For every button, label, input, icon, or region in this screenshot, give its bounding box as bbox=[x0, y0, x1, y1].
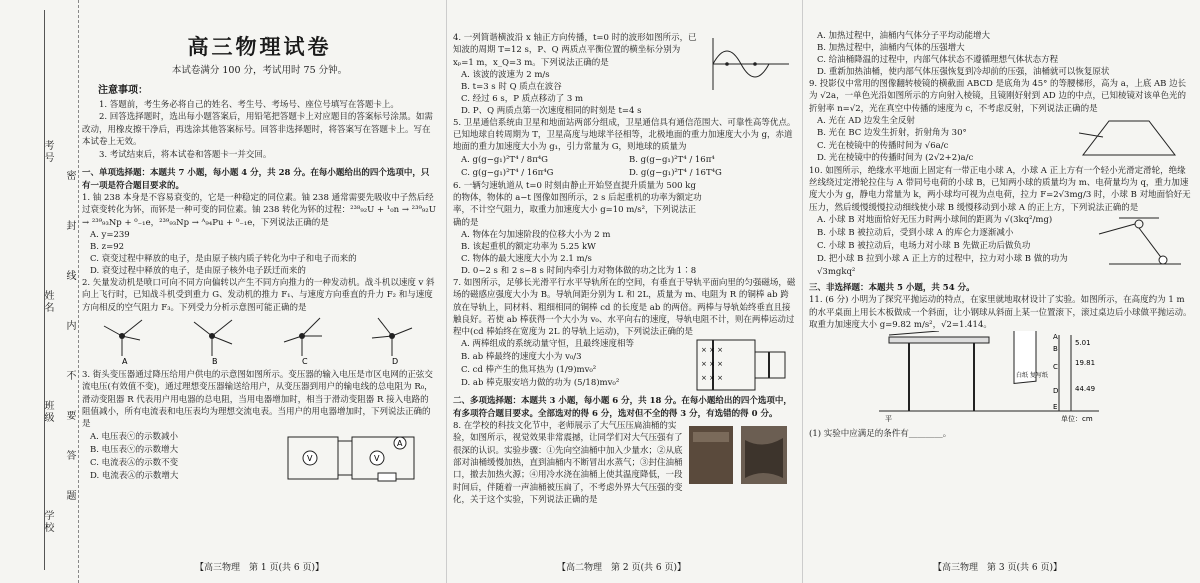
transformer-circuit bbox=[282, 431, 422, 485]
section-heading: 一、单项选择题：本题共 7 小题，每小题 4 分，共 28 分。在每小题给出的四个选项中，只有一项是符合题目要求的。 bbox=[82, 168, 430, 191]
option: C. 小球 B 被拉动后，电场力对小球 B 先做正功后做负功 bbox=[817, 241, 1031, 252]
projectile-setup-diagram bbox=[809, 331, 1189, 423]
svg-text:V: V bbox=[307, 453, 313, 463]
option: A. 两棒组成的系统动量守恒，且最终速度相等 bbox=[461, 339, 635, 350]
option: B. 加热过程中，油桶内气体的压强增大 bbox=[817, 43, 965, 53]
seal-word: 密 bbox=[64, 170, 75, 182]
option: A. 加热过程中，油桶内气体分子平均动能增大 bbox=[817, 31, 991, 41]
seal-word: 不 bbox=[64, 370, 75, 382]
unit-label: 单位：cm bbox=[1061, 415, 1093, 424]
force-diagram-b bbox=[194, 320, 232, 364]
force-diagram-d bbox=[372, 318, 412, 364]
option: A. 光在 AD 边发生全反射 bbox=[817, 115, 915, 126]
floor-label: 平 bbox=[885, 415, 892, 424]
option: A. 电压表ⓥ的示数减小 bbox=[90, 431, 179, 442]
option: B. 小球 B 被拉动后，受到小球 A 的库仑力逐渐减小 bbox=[817, 228, 1014, 239]
option: B. 光在 BC 边发生折射，折射角为 30° bbox=[817, 128, 967, 139]
option: B. z=92 bbox=[90, 242, 125, 252]
option: B. ab 棒最终的速度大小为 v₀/3 bbox=[461, 352, 582, 363]
option: B. t=3 s 时 Q 质点在波谷 bbox=[461, 81, 562, 92]
option: B. g(g−g₁)²T⁴ / 16π⁴ bbox=[629, 154, 715, 165]
option: A. 物体在匀加速阶段的位移大小为 2 m bbox=[461, 229, 611, 240]
page-footer: 【高三物理 第 1 页(共 6 页)】 bbox=[195, 562, 324, 573]
q2-force-diagrams bbox=[82, 314, 432, 364]
seal-word: 内 bbox=[64, 320, 75, 332]
question-5: 5. 卫星通信系统由卫星和地面站两部分组成，卫星通信具有通信范围大、可靠性高等优点。已知地球自转周期为 T，卫星高度与地球半径相等，北极地面的重力加速度大小为 g，赤道地面的重力加速度大小为 g₁，引力常量为 G，则地球的质量为 bbox=[453, 117, 796, 153]
option: C. 物体的最大速度大小为 2.1 m/s bbox=[461, 253, 592, 264]
point-label: A bbox=[1053, 333, 1058, 342]
notice-item: 2. 回答选择题时，选出每小题答案后，用铅笔把答题卡上对应题目的答案标号涂黑。如需改动，用橡皮擦干净后，再选涂其他答案标号。回答非选择题时，将答案写在答题卡上。写在本试卷上无效。 bbox=[82, 112, 433, 148]
option: D. 光在棱镜中的传播时间为 (2√2+2)a/c bbox=[817, 153, 974, 164]
option: D. 衰变过程中释放的电子，是由原子核外电子跃迁而来的 bbox=[90, 266, 306, 276]
option: A. g(g−g₁)²T⁴ / 8π⁴G bbox=[461, 154, 548, 165]
question-11-sub-1: (1) 实验中应满足的条件有________。 bbox=[809, 429, 952, 440]
question-10: 10. 如图所示，绝缘水平地面上固定有一带正电小球 A，小球 A 正上方有一个轻小光滑定滑轮，绝缘丝线绕过定滑轮拉住与 A 带同号电荷的小球 B，已知两小球的质量均为 m、电荷量均为 q，重力加速度大小为 g，静电力常量为 k，两小球均可视为点电荷，拉力 F=2√3mg/3 时，小球 B 对地面恰好无压力，然后缓慢缓慢拉动细线使小球 B 缓慢移动到小球 A 的正上方，下列说法正确的是 bbox=[809, 165, 1191, 213]
svg-text:A: A bbox=[397, 438, 403, 448]
svg-text:× × ×: × × × bbox=[701, 346, 724, 355]
option: C. 电流表Ⓐ的示数不变 bbox=[90, 457, 179, 468]
seal-word: 答 bbox=[64, 450, 75, 462]
option: D. P、Q 两质点第一次速度相同的时刻是 t=4 s bbox=[461, 105, 642, 116]
svg-text:V: V bbox=[374, 453, 380, 463]
option: C. g(g−g₁)²T⁴ / 16π⁴G bbox=[461, 167, 554, 178]
prism-diagram bbox=[1079, 115, 1179, 163]
name-label: 姓名 bbox=[42, 290, 53, 314]
page-footer: 【高二物理 第 2 页(共 6 页)】 bbox=[557, 562, 686, 573]
question-2: 2. 矢量发动机是喷口可向不同方向偏转以产生不同方向推力的一种发动机。战斗机以速度 v 斜向上飞行时，已知战斗机受到重力 G、发动机的推力 F₁、与速度方向垂直的升力 F₂ 和与速度方向相反的空气阻力 F₃。下列受力分析示意图可能正确的是 bbox=[82, 278, 435, 313]
rail-diagram bbox=[693, 338, 789, 392]
notice-title: 注意事项： bbox=[98, 85, 148, 97]
binding-margin bbox=[0, 0, 79, 583]
option: C. 衰变过程中释放的电子，是由原子核内质子转化为中子和电子而来的 bbox=[90, 254, 357, 264]
option: A. 小球 B 对地面恰好无压力时两小球间的距离为 √(3kq²/mg) bbox=[817, 215, 1053, 226]
school-label: 学校 bbox=[42, 510, 53, 534]
page-2 bbox=[446, 0, 796, 583]
notice-item: 1. 答题前，考生务必将自己的姓名、考生号、考场号、座位号填写在答题卡上。 bbox=[99, 99, 399, 110]
option: C. 经过 6 s，P 质点移动了 3 m bbox=[461, 93, 584, 104]
svg-text:× × ×: × × × bbox=[701, 360, 724, 369]
force-diagram-c bbox=[284, 318, 322, 364]
fig-label: B bbox=[212, 356, 218, 364]
wave-graph bbox=[705, 34, 791, 94]
seal-word: 要 bbox=[64, 410, 75, 422]
seal-word: 题 bbox=[64, 490, 75, 502]
fig-label: A bbox=[122, 356, 128, 364]
point-label: D bbox=[1053, 387, 1059, 396]
section-heading: 二、多项选择题：本题共 3 小题，每小题 6 分，共 18 分。在每小题给出的四个选项中，有多项符合题目要求。全部选对的得 6 分，选对但不全的得 3 分，有选错的得 0 分。 bbox=[453, 396, 792, 419]
point-label: C bbox=[1053, 363, 1058, 372]
seal-word: 线 bbox=[64, 270, 75, 282]
option: B. 该起重机的额定功率为 5.25 kW bbox=[461, 241, 596, 252]
option: D. ab 棒克服安培力做的功为 (5/18)mv₀² bbox=[461, 378, 620, 389]
question-1: 1. 铀 238 本身是不容易衰变的，它是一种稳定的同位素。铀 238 通常需要先吸收中子然后经过衰变转化为钚，而钚是一种可变的同位素。铀 238 转化为钚的过程：²³⁸₉₂U + ¹₀n → ²³⁹₉₂U → ²³⁹₉₃Np + ⁰₋₁e，²³⁹₉₃Np → ᴬ₉₄Pu + ⁰₋₁e，下列说法正确的是 bbox=[82, 193, 436, 228]
crushed-barrel-photo bbox=[683, 420, 793, 490]
page-3 bbox=[802, 0, 1192, 583]
option: D. 电流表Ⓐ的示数增大 bbox=[90, 470, 179, 481]
option: D. 重新加热油桶，使内部气体压强恢复到冷却前的压强，油桶就可以恢复原状 bbox=[817, 67, 1110, 77]
question-11: 11. (6 分) 小明为了探究平抛运动的特点，在家里就地取材设计了实验。如图所示，在高度约为 1 m 的水平桌面上用长木板做成一个斜面，让小钢球从斜面上某一位置滚下，滚过桌边后小球做平抛运动。取重力加速度大小 g=9.82 m/s²，√2=1.414。 bbox=[809, 295, 1192, 330]
board-label: 白纸 复写纸 bbox=[1016, 372, 1048, 380]
question-4: 4. 一列简谐横波沿 x 轴正方向传播，t=0 时的波形如图所示，已知波的周期 T=12 s，P、Q 两质点平衡位置的横坐标分别为 xₚ=1 m，x_Q=3 m。下列说法正确的是 bbox=[453, 33, 697, 68]
exam-number-label: 考号 bbox=[42, 140, 53, 164]
fig-label: C bbox=[302, 356, 308, 364]
point-label: E bbox=[1053, 403, 1058, 412]
ruler-reading: 19.81 bbox=[1075, 359, 1096, 368]
option: C. cd 棒产生的焦耳热为 (1/9)mv₀² bbox=[461, 365, 597, 376]
option: A. y=239 bbox=[90, 230, 130, 240]
question-3: 3. 街头变压器通过降压给用户供电的示意图如图所示。变压器的输入电压是市区电网的正弦交流电压(有效值不变)，通过理想变压器输送给用户，从变压器到用户的输电线的总电阻为 R₀，滑动变阻器 R 代表用户用电器的总电阻，当用电器增加时，相当于滑动变阻器 R 接入电路的阻值减小，所有电流表和电压表均为理想交流电表。当用户的用电器增加时，下列说法正确的是 bbox=[82, 370, 433, 430]
exam-title: 高三物理试卷 bbox=[187, 34, 332, 59]
seal-word: 封 bbox=[64, 220, 75, 232]
force-diagram-a bbox=[104, 320, 142, 364]
page-footer: 【高三物理 第 3 页(共 6 页)】 bbox=[933, 562, 1062, 573]
option: A. 该波的波速为 2 m/s bbox=[461, 69, 550, 80]
option: C. 给油桶降温的过程中，内部气体状态不遵循理想气体状态方程 bbox=[817, 55, 1059, 65]
class-label: 班级 bbox=[42, 400, 53, 424]
question-7: 7. 如图所示，足够长光滑平行水平导轨所在的空间，有垂直于导轨平面向里的匀强磁场，磁场的磁感应强度大小为 B。导轨间距分别为 L 和 2L，质量为 m、电阻为 R 的铜棒 ab 跨放在导轨上，同材料、粗细相同的铜棒 cd 的长度是 ab 的两倍。两棒与导轨始终垂直且接触良好。若使 ab 棒获得一个大小为 v₀、水平向右的速度，导轨电阻不计，则在两棒运动过程中(cd 棒始终在宽度为 2L 的导轨上运动)，下列说法正确的是 bbox=[453, 277, 796, 338]
section-heading: 三、非选择题：本题共 5 小题，共 54 分。 bbox=[809, 283, 975, 294]
question-6: 6. 一辆匀速轨道从 t=0 时刻由静止开始竖直提升质量为 500 kg 的物体，物体的 a−t 图像如图所示，2 s 后起重机的功率为额定功率，不计空气阻力，取重力加速度大小 g=10 m/s²，下列说法正确的是 bbox=[453, 180, 702, 228]
page-1 bbox=[82, 0, 437, 583]
option: C. 光在棱镜中的传播时间为 √6a/c bbox=[817, 140, 949, 151]
fig-label: D bbox=[392, 356, 399, 364]
question-9: 9. 投影仪中常用的图像翻转棱镜的横截面 ABCD 是底角为 45° 的等腰梯形，高为 a，上底 AB 边长为 √2a，一单色光沿如图所示的方向射入棱镜，且镜刚好射到 AD 边的中点，已知棱镜对该单色光的折射率 n=√2，光在真空中传播的速度为 c，不考虑反射，下列说法正确的是 bbox=[809, 79, 1187, 114]
pulley-diagram bbox=[1089, 214, 1185, 268]
option: D. 0~2 s 和 2 s~8 s 时间内牵引力对物体做的功之比为 1∶8 bbox=[461, 265, 697, 276]
exam-subtitle: 本试卷满分 100 分，考试用时 75 分钟。 bbox=[171, 65, 348, 77]
option: D. 把小球 B 拉到小球 A 正上方的过程中，拉力对小球 B 做的功为 √3mgkq² bbox=[817, 254, 1068, 278]
question-8: 8. 在学校的科技文化节中，老师展示了大气压压扁油桶的实验，如图所示，视觉效果非常震撼，让同学们对大气压强有了很深的认识。实验步骤：①先向空油桶中加入少量水；②从底部对油桶缓慢加热，直到油桶内不断冒出水蒸气；③封住油桶口，撤去加热火源；④用冷水浇在油桶上使其温度降低，一段时间后，伴随着一声油桶被压扁了，不考虑外界大气压强的变化，关于这个实验，下列说法正确的是 bbox=[453, 421, 683, 505]
ruler-reading: 44.49 bbox=[1075, 385, 1096, 394]
point-label: B bbox=[1053, 345, 1058, 354]
option: B. 电压表ⓥ的示数增大 bbox=[90, 444, 179, 455]
notice-item: 3. 考试结束后，将本试卷和答题卡一并交回。 bbox=[99, 149, 272, 160]
ruler-reading: 5.01 bbox=[1075, 339, 1091, 348]
option: D. g(g−g₁)²T⁴ / 16T⁴G bbox=[629, 167, 722, 178]
svg-text:× × ×: × × × bbox=[701, 374, 724, 383]
